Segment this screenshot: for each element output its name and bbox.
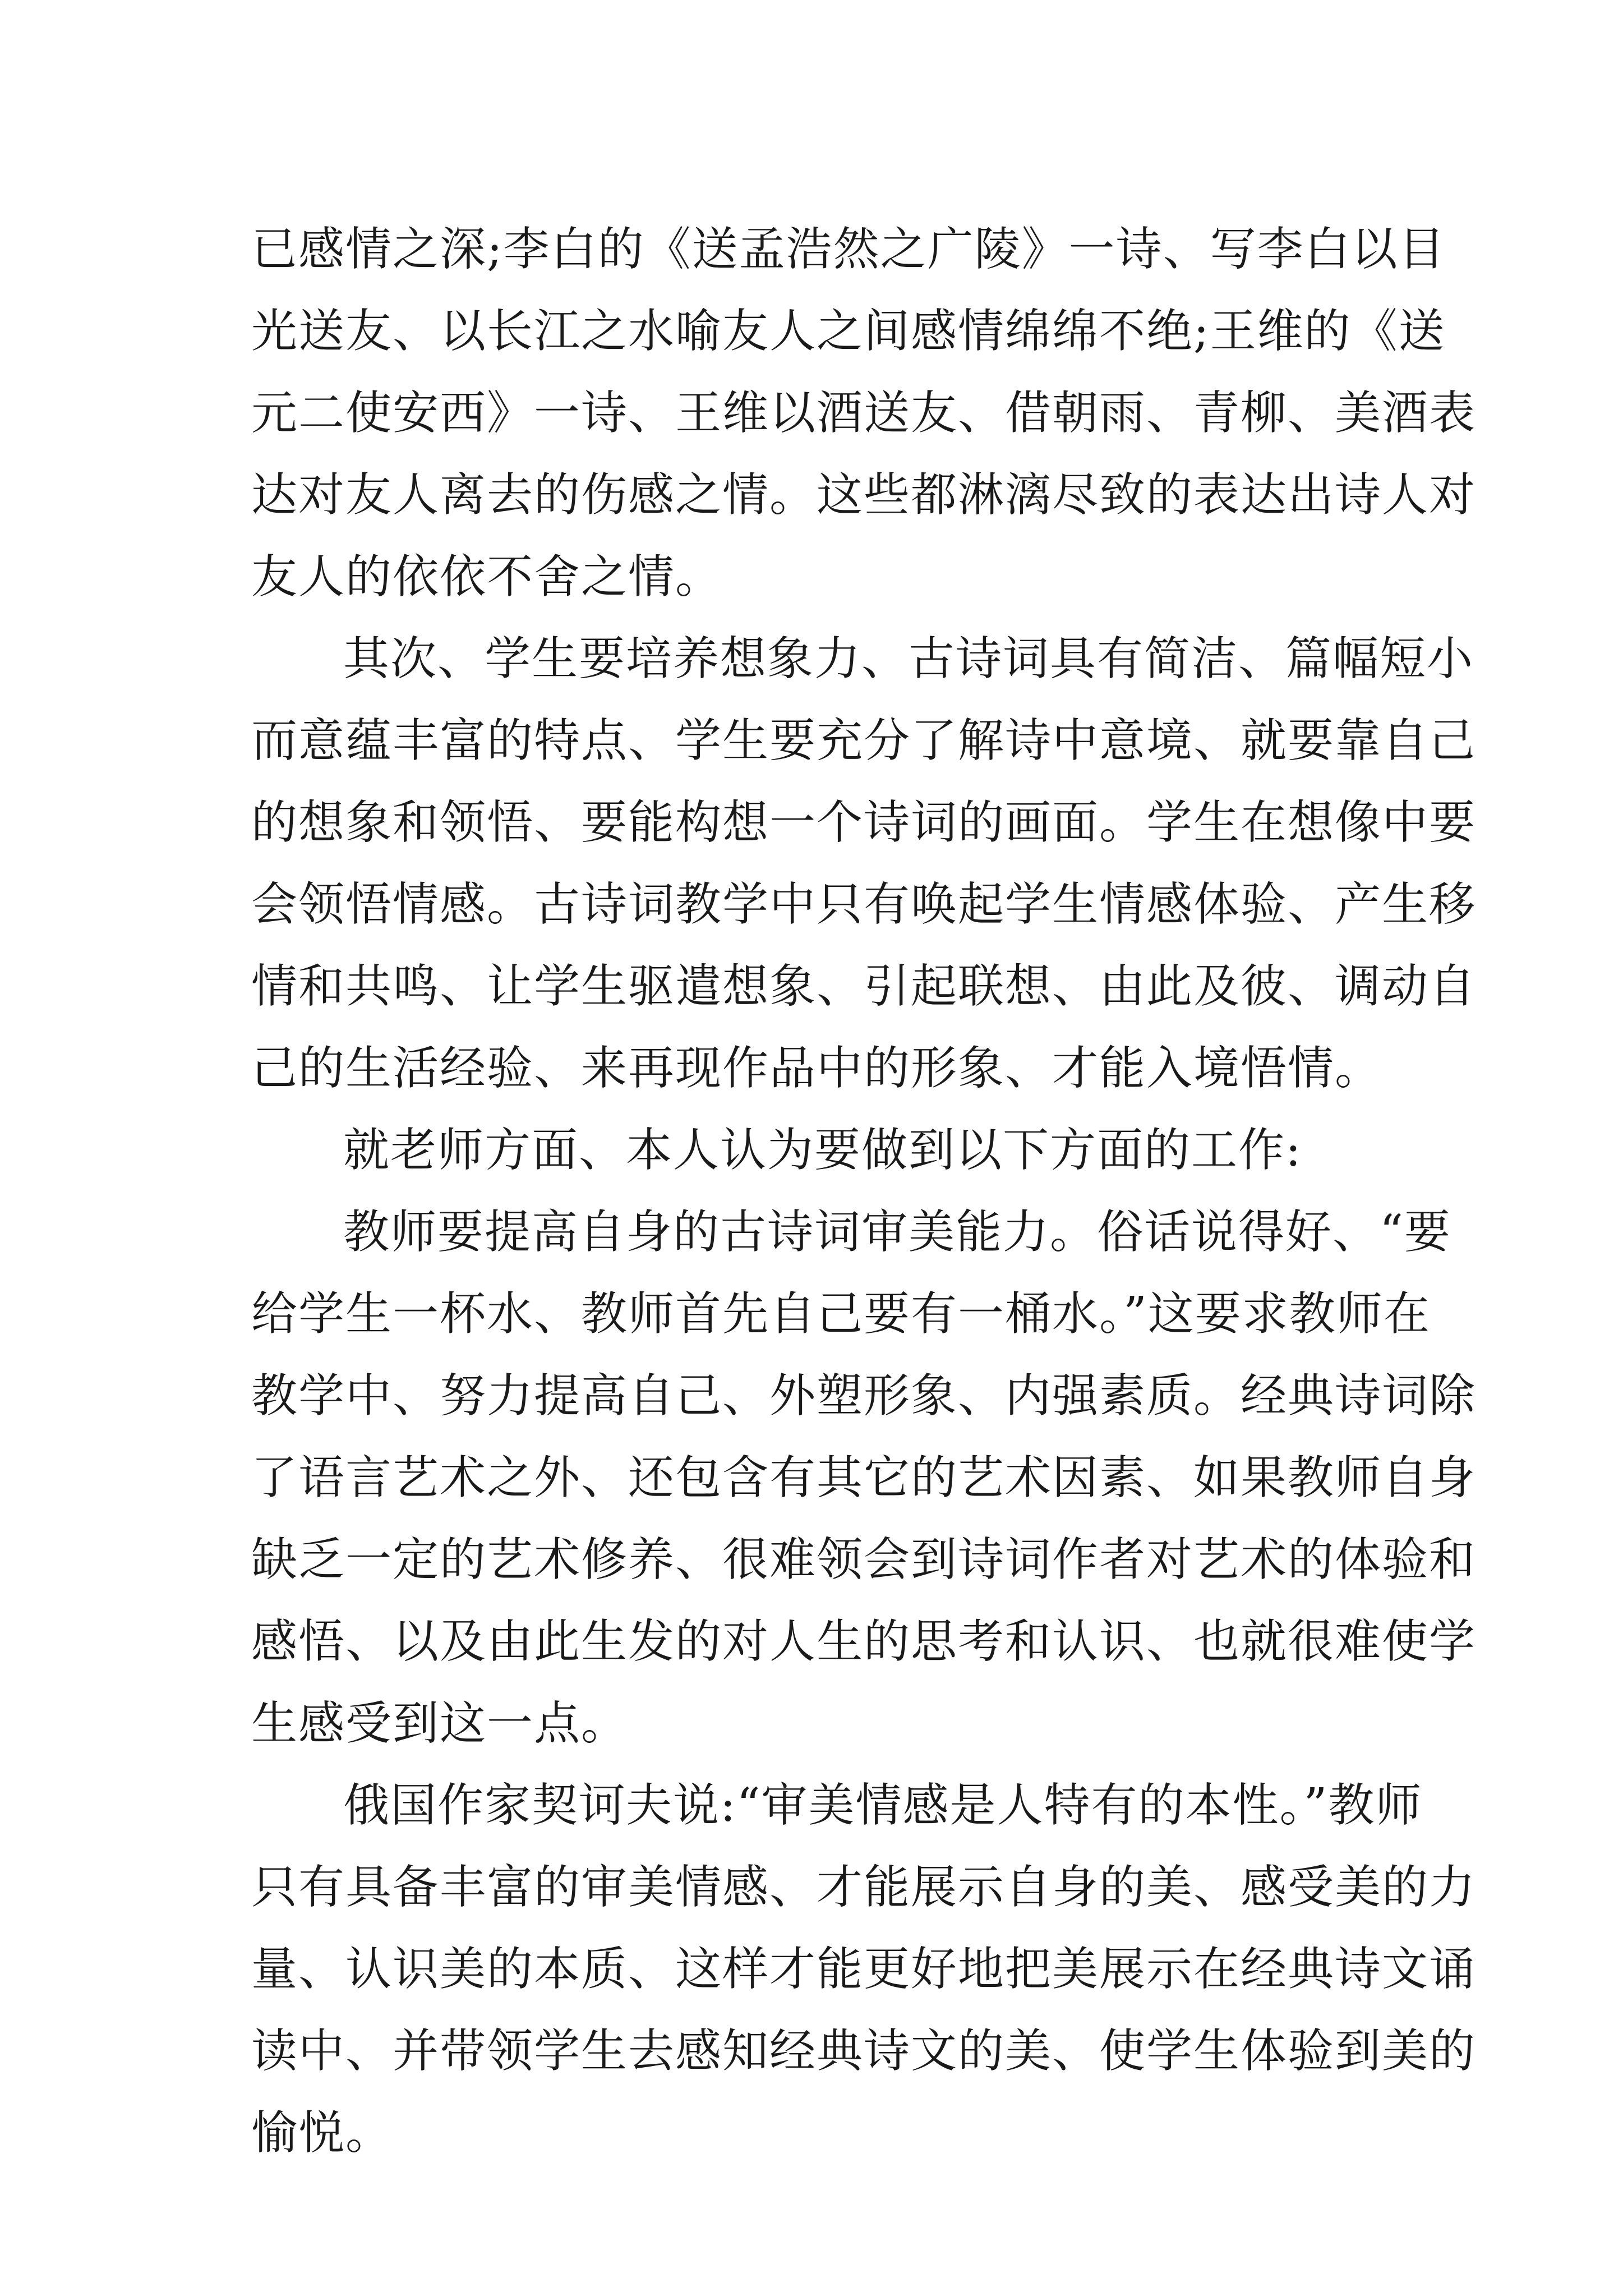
text-line: 只有具备丰富的审美情感、才能展示自身的美、感受美的力: [251, 1861, 1477, 1914]
text-line: 会领悟情感。古诗词教学中只有唤起学生情感体验、产生移: [251, 878, 1477, 931]
text-line: 愉悦。: [251, 2106, 393, 2160]
text-line: 就老师方面、本人认为要做到以下方面的工作:: [343, 1124, 1302, 1177]
text-line: 感悟、以及由此生发的对人生的思考和认识、也就很难使学: [251, 1615, 1477, 1668]
text-line: 缺乏一定的艺术修养、很难领会到诗词作者对艺术的体验和: [251, 1533, 1477, 1586]
text-line: 友人的依依不舍之情。: [251, 550, 723, 604]
text-line: 量、认识美的本质、这样才能更好地把美展示在经典诗文诵: [251, 1943, 1477, 1996]
text-line: 教学中、努力提高自己、外塑形象、内强素质。经典诗词除: [251, 1369, 1477, 1423]
text-line: 了语言艺术之外、还包含有其它的艺术因素、如果教师自身: [251, 1451, 1477, 1504]
text-line: 元二使安西》一诗、王维以酒送友、借朝雨、青柳、美酒表: [251, 386, 1477, 440]
text-line: 其次、学生要培养想象力、古诗词具有简洁、篇幅短小: [343, 632, 1474, 685]
body-text: [251, 209, 1477, 2174]
text-line: 己的生活经验、来再现作品中的形象、才能入境悟情。: [251, 1042, 1382, 1095]
text-line: 给学生一杯水、教师首先自己要有一桶水。”这要求教师在: [251, 1287, 1431, 1341]
text-line: 而意蕴丰富的特点、学生要充分了解诗中意境、就要靠自己: [251, 714, 1477, 767]
text-line: 俄国作家契诃夫说:“审美情感是人特有的本性。”教师: [343, 1779, 1423, 1832]
text-line: 的想象和领悟、要能构想一个诗词的画面。学生在想像中要: [251, 796, 1477, 849]
text-line: 生感受到这一点。: [251, 1697, 629, 1750]
text-line: 达对友人离去的伤感之情。这些都淋漓尽致的表达出诗人对: [251, 468, 1477, 522]
text-line: 读中、并带领学生去感知经典诗文的美、使学生体验到美的: [251, 2024, 1477, 2078]
text-line: 情和共鸣、让学生驱遣想象、引起联想、由此及彼、调动自: [251, 960, 1477, 1013]
text-line: 已感情之深;李白的《送孟浩然之广陵》一诗、写李白以目: [251, 223, 1446, 276]
text-line: 光送友、以长江之水喻友人之间感情绵绵不绝;王维的《送: [251, 305, 1446, 358]
text-line: 教师要提高自身的古诗词审美能力。俗话说得好、“要: [343, 1205, 1451, 1259]
